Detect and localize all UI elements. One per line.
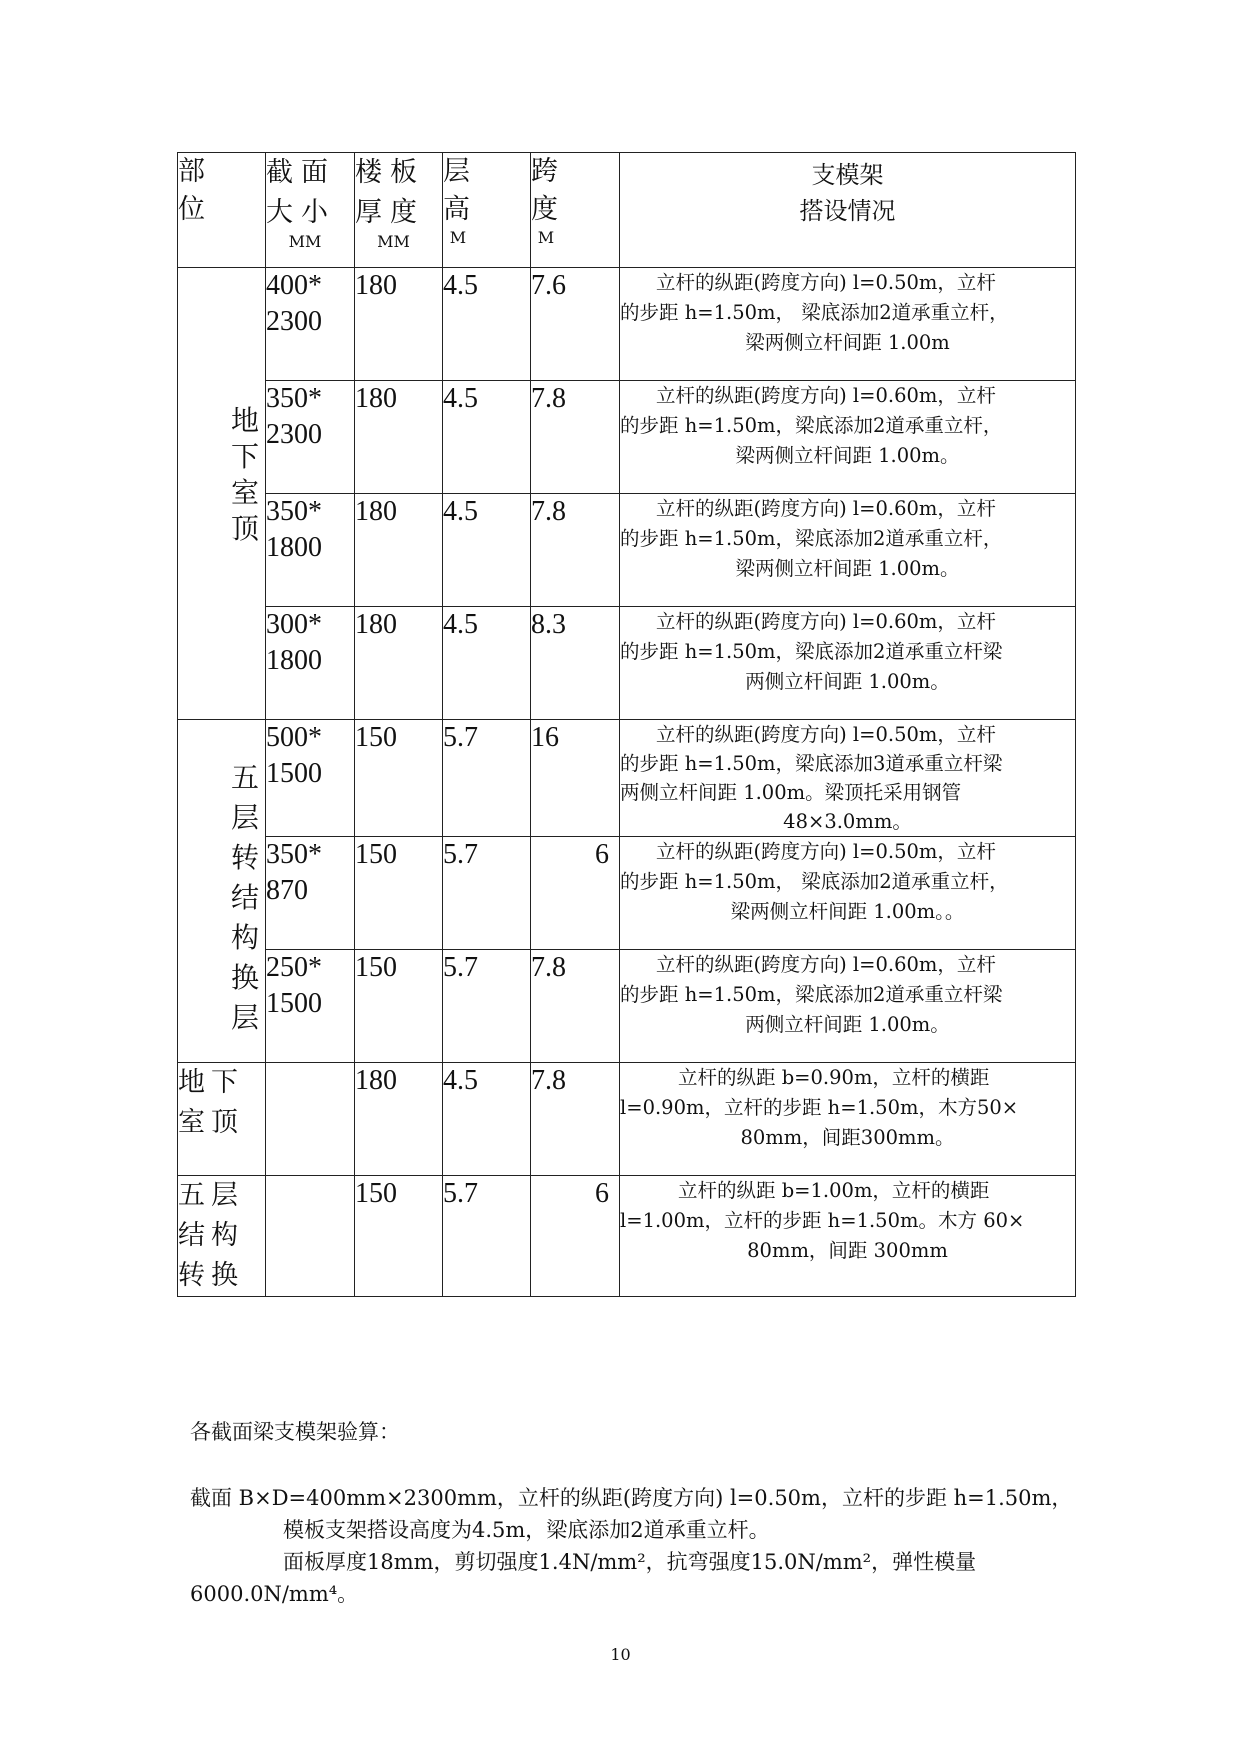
section-cell-empty	[266, 1063, 355, 1176]
part-cell: 五层结构转换	[178, 1176, 266, 1297]
table-row	[178, 837, 1076, 950]
header-section: 截面大小 MM	[266, 153, 355, 268]
span-cell: 16	[531, 720, 620, 837]
table-row	[178, 494, 1076, 607]
section-cell-empty	[266, 1176, 355, 1297]
section-heading: 各截面梁支模架验算：	[190, 1420, 400, 1444]
height-cell: 4.5	[443, 494, 531, 607]
slab-cell: 150	[355, 837, 443, 950]
header-row	[178, 153, 1076, 268]
group-fifth	[178, 720, 266, 1063]
height-cell: 4.5	[443, 607, 531, 720]
span-cell: 7.6	[531, 268, 620, 381]
span-cell: 7.8	[531, 1063, 620, 1176]
section-cell: 250* 1500	[266, 950, 355, 1063]
setup-cell: 立杆的纵距(跨度方向) l=0.50m，立杆 的步距 h=1.50m， 梁底添加2道承重立杆， 梁两侧立杆间距 1.00m。。	[620, 837, 1076, 950]
section-cell: 400* 2300	[266, 268, 355, 381]
table-row	[178, 381, 1076, 494]
section-cell: 350* 870	[266, 837, 355, 950]
height-cell: 5.7	[443, 837, 531, 950]
slab-cell: 180	[355, 268, 443, 381]
header-part: 部位	[178, 153, 266, 268]
setup-cell: 立杆的纵距(跨度方向) l=0.60m，立杆 的步距 h=1.50m，梁底添加2道承重立杆， 梁两侧立杆间距 1.00m。	[620, 494, 1076, 607]
table-row	[178, 950, 1076, 1063]
table-row	[178, 720, 1076, 837]
span-cell: 8.3	[531, 607, 620, 720]
slab-cell: 150	[355, 1176, 443, 1297]
slab-cell: 180	[355, 381, 443, 494]
section-cell: 300* 1800	[266, 607, 355, 720]
slab-cell: 180	[355, 607, 443, 720]
slab-cell: 150	[355, 720, 443, 837]
setup-cell: 立杆的纵距(跨度方向) l=0.50m，立杆 的步距 h=1.50m，梁底添加3道承重立杆梁 两侧立杆间距 1.00m。梁顶托采用钢管 48×3.0mm。	[620, 720, 1076, 837]
height-cell: 4.5	[443, 381, 531, 494]
group-basement	[178, 268, 266, 720]
body-paragraph-1: 截面 B×D=400mm×2300mm，立杆的纵距(跨度方向) l=0.50m，立杆的步距 h=1.50m，	[190, 1486, 1073, 1510]
height-cell: 5.7	[443, 720, 531, 837]
setup-cell: 立杆的纵距(跨度方向) l=0.60m，立杆 的步距 h=1.50m，梁底添加2道承重立杆梁 两侧立杆间距 1.00m。	[620, 607, 1076, 720]
height-cell: 4.5	[443, 1063, 531, 1176]
slab-cell: 150	[355, 950, 443, 1063]
height-cell: 5.7	[443, 950, 531, 1063]
setup-cell: 立杆的纵距 b=0.90m，立杆的横距 l=0.90m，立杆的步距 h=1.50m，木方50× 80mm，间距300mm。	[620, 1063, 1076, 1176]
span-cell: 7.8	[531, 950, 620, 1063]
span-cell: 6	[531, 837, 620, 950]
height-cell: 4.5	[443, 268, 531, 381]
section-cell: 350* 2300	[266, 381, 355, 494]
slab-cell: 180	[355, 1063, 443, 1176]
setup-cell: 立杆的纵距 b=1.00m，立杆的横距 l=1.00m，立杆的步距 h=1.50m。木方 60× 80mm，间距 300mm	[620, 1176, 1076, 1297]
header-slab: 楼板厚度 MM	[355, 153, 443, 268]
span-cell: 7.8	[531, 381, 620, 494]
height-cell: 5.7	[443, 1176, 531, 1297]
table-row	[178, 1063, 1076, 1176]
setup-cell: 立杆的纵距(跨度方向) l=0.60m，立杆 的步距 h=1.50m，梁底添加2道承重立杆梁 两侧立杆间距 1.00m。	[620, 950, 1076, 1063]
table-row	[178, 268, 1076, 381]
section-cell: 350* 1800	[266, 494, 355, 607]
header-setup: 支模架 搭设情况	[620, 153, 1076, 268]
group-basement-label: 地下室顶	[230, 404, 259, 545]
header-span: 跨度 M	[531, 153, 620, 268]
part-cell: 地下室顶	[178, 1063, 266, 1176]
section-cell: 500* 1500	[266, 720, 355, 837]
span-cell: 7.8	[531, 494, 620, 607]
page-number: 10	[610, 1645, 631, 1664]
setup-cell: 立杆的纵距(跨度方向) l=0.50m，立杆 的步距 h=1.50m， 梁底添加2道承重立杆， 梁两侧立杆间距 1.00m	[620, 268, 1076, 381]
slab-cell: 180	[355, 494, 443, 607]
table-row	[178, 1176, 1076, 1297]
body-paragraph-2: 模板支架搭设高度为4.5m，梁底添加2道承重立杆。	[283, 1518, 770, 1542]
body-paragraph-3: 面板厚度18mm，剪切强度1.4N/mm²，抗弯强度15.0N/mm²，弹性模量	[283, 1550, 977, 1574]
body-paragraph-4: 6000.0N/mm⁴。	[190, 1582, 359, 1606]
group-fifth-label: 五层转结构换层	[230, 761, 259, 1034]
setup-cell: 立杆的纵距(跨度方向) l=0.60m，立杆 的步距 h=1.50m，梁底添加2道承重立杆， 梁两侧立杆间距 1.00m。	[620, 381, 1076, 494]
table-row	[178, 607, 1076, 720]
header-height: 层高 M	[443, 153, 531, 268]
span-cell: 6	[531, 1176, 620, 1297]
beam-support-table	[177, 152, 1076, 1297]
